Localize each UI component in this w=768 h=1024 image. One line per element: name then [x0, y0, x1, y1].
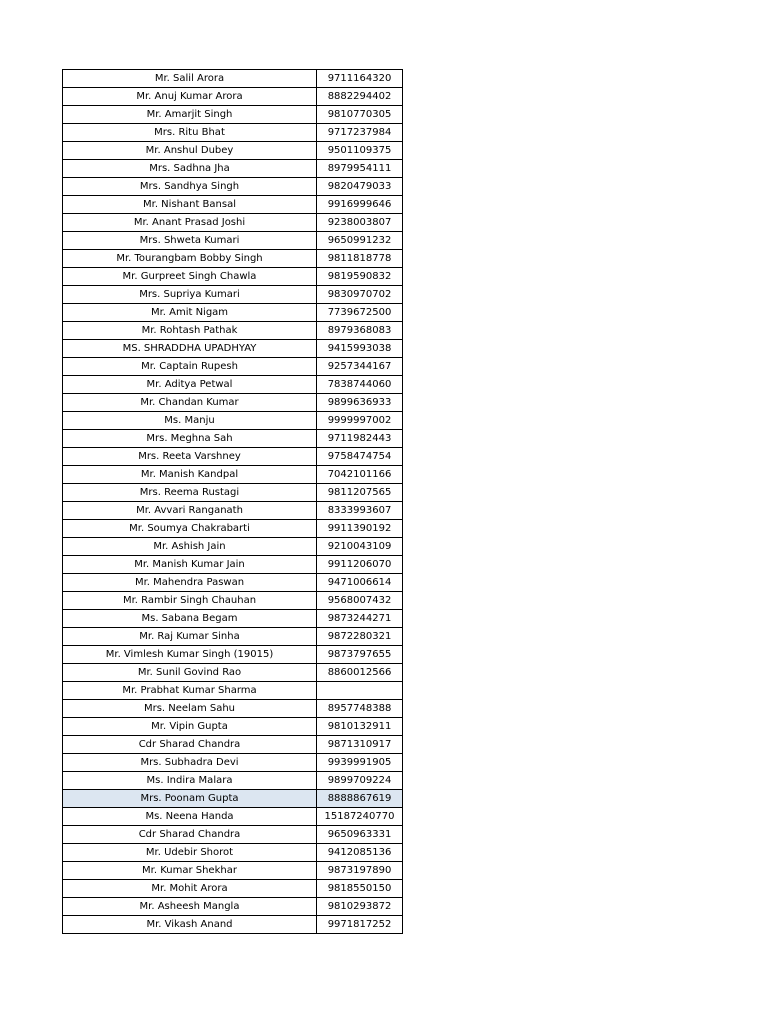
table-row[interactable] [63, 916, 403, 934]
phone-cell[interactable]: 9650963331 [317, 826, 403, 844]
table-row[interactable] [63, 430, 403, 448]
name-cell[interactable]: Ms. Neena Handa [63, 808, 317, 826]
table-row[interactable] [63, 844, 403, 862]
phone-cell[interactable]: 9650991232 [317, 232, 403, 250]
phone-cell[interactable]: 9999997002 [317, 412, 403, 430]
contact-table [62, 69, 403, 934]
table-row[interactable] [63, 628, 403, 646]
name-cell[interactable]: Mr. Manish Kandpal [63, 466, 317, 484]
table-row[interactable] [63, 286, 403, 304]
name-cell[interactable]: Ms. Indira Malara [63, 772, 317, 790]
name-cell[interactable]: Ms. Manju [63, 412, 317, 430]
name-cell[interactable]: Mr. Nishant Bansal [63, 196, 317, 214]
name-cell[interactable]: Mr. Anant Prasad Joshi [63, 214, 317, 232]
phone-cell[interactable]: 9830970702 [317, 286, 403, 304]
phone-cell[interactable]: 9501109375 [317, 142, 403, 160]
phone-cell[interactable] [317, 682, 403, 700]
phone-cell[interactable]: 9873244271 [317, 610, 403, 628]
name-cell[interactable]: Mrs. Sadhna Jha [63, 160, 317, 178]
table-row[interactable] [63, 610, 403, 628]
name-cell[interactable]: Cdr Sharad Chandra [63, 826, 317, 844]
name-cell[interactable]: Mrs. Ritu Bhat [63, 124, 317, 142]
name-cell[interactable]: Mr. Rohtash Pathak [63, 322, 317, 340]
phone-cell[interactable]: 9916999646 [317, 196, 403, 214]
table-row[interactable] [63, 772, 403, 790]
name-cell[interactable]: Mr. Vikash Anand [63, 916, 317, 934]
name-cell[interactable]: Mr. Manish Kumar Jain [63, 556, 317, 574]
table-row[interactable] [63, 214, 403, 232]
name-cell[interactable]: Mr. Asheesh Mangla [63, 898, 317, 916]
table-row[interactable] [63, 448, 403, 466]
name-cell[interactable]: Mr. Sunil Govind Rao [63, 664, 317, 682]
table-row[interactable] [63, 556, 403, 574]
phone-cell[interactable]: 9818550150 [317, 880, 403, 898]
phone-cell[interactable]: 9911390192 [317, 520, 403, 538]
name-cell[interactable]: Mrs. Shweta Kumari [63, 232, 317, 250]
name-cell[interactable]: Mr. Amit Nigam [63, 304, 317, 322]
table-row[interactable] [63, 592, 403, 610]
phone-cell[interactable]: 9811818778 [317, 250, 403, 268]
phone-cell[interactable]: 9871310917 [317, 736, 403, 754]
table-row[interactable] [63, 304, 403, 322]
phone-cell[interactable]: 9820479033 [317, 178, 403, 196]
name-cell[interactable]: Ms. Sabana Begam [63, 610, 317, 628]
phone-cell[interactable]: 9899636933 [317, 394, 403, 412]
name-cell[interactable]: Mrs. Poonam Gupta [63, 790, 317, 808]
name-cell[interactable]: MS. SHRADDHA UPADHYAY [63, 340, 317, 358]
table-row[interactable] [63, 412, 403, 430]
phone-cell[interactable]: 9412085136 [317, 844, 403, 862]
table-row[interactable] [63, 322, 403, 340]
table-row[interactable] [63, 268, 403, 286]
phone-cell[interactable]: 9873797655 [317, 646, 403, 664]
phone-cell[interactable]: 9568007432 [317, 592, 403, 610]
table-row[interactable] [63, 466, 403, 484]
name-cell[interactable]: Mr. Prabhat Kumar Sharma [63, 682, 317, 700]
name-cell[interactable]: Mr. Anuj Kumar Arora [63, 88, 317, 106]
phone-cell[interactable]: 9810132911 [317, 718, 403, 736]
name-cell[interactable]: Mr. Rambir Singh Chauhan [63, 592, 317, 610]
table-row[interactable] [63, 376, 403, 394]
phone-cell[interactable]: 8979954111 [317, 160, 403, 178]
phone-cell[interactable]: 9257344167 [317, 358, 403, 376]
contact-rows [63, 70, 403, 934]
phone-cell[interactable]: 8333993607 [317, 502, 403, 520]
phone-cell[interactable]: 9810293872 [317, 898, 403, 916]
name-cell[interactable]: Mrs. Meghna Sah [63, 430, 317, 448]
name-cell[interactable]: Mr. Gurpreet Singh Chawla [63, 268, 317, 286]
phone-cell[interactable]: 9415993038 [317, 340, 403, 358]
name-cell[interactable]: Mr. Mohit Arora [63, 880, 317, 898]
table-row[interactable] [63, 178, 403, 196]
phone-cell[interactable]: 9872280321 [317, 628, 403, 646]
table-row[interactable] [63, 88, 403, 106]
table-row[interactable] [63, 250, 403, 268]
name-cell[interactable]: Mr. Raj Kumar Sinha [63, 628, 317, 646]
phone-cell[interactable]: 7739672500 [317, 304, 403, 322]
phone-cell[interactable]: 9939991905 [317, 754, 403, 772]
name-cell[interactable]: Mr. Vimlesh Kumar Singh (19015) [63, 646, 317, 664]
name-cell[interactable]: Mr. Avvari Ranganath [63, 502, 317, 520]
table-row[interactable] [63, 142, 403, 160]
name-cell[interactable]: Mr. Mahendra Paswan [63, 574, 317, 592]
name-cell[interactable]: Mrs. Supriya Kumari [63, 286, 317, 304]
phone-cell[interactable]: 9819590832 [317, 268, 403, 286]
phone-cell[interactable]: 8979368083 [317, 322, 403, 340]
table-row[interactable] [63, 808, 403, 826]
name-cell[interactable]: Mrs. Neelam Sahu [63, 700, 317, 718]
table-row[interactable] [63, 700, 403, 718]
table-row[interactable] [63, 358, 403, 376]
name-cell[interactable]: Cdr Sharad Chandra [63, 736, 317, 754]
phone-cell[interactable]: 8957748388 [317, 700, 403, 718]
name-cell[interactable]: Mr. Ashish Jain [63, 538, 317, 556]
table-row[interactable] [63, 646, 403, 664]
table-row[interactable] [63, 664, 403, 682]
table-row[interactable] [63, 682, 403, 700]
name-cell[interactable]: Mr. Amarjit Singh [63, 106, 317, 124]
table-row[interactable] [63, 538, 403, 556]
table-row[interactable] [63, 232, 403, 250]
name-cell[interactable]: Mrs. Sandhya Singh [63, 178, 317, 196]
table-row[interactable] [63, 70, 403, 88]
phone-cell[interactable]: 9911206070 [317, 556, 403, 574]
phone-cell[interactable]: 7042101166 [317, 466, 403, 484]
table-row[interactable] [63, 196, 403, 214]
table-row[interactable] [63, 826, 403, 844]
name-cell[interactable]: Mrs. Subhadra Devi [63, 754, 317, 772]
table-row[interactable] [63, 880, 403, 898]
name-cell[interactable]: Mr. Soumya Chakrabarti [63, 520, 317, 538]
phone-cell[interactable]: 8882294402 [317, 88, 403, 106]
phone-cell[interactable]: 9873197890 [317, 862, 403, 880]
table-row[interactable] [63, 736, 403, 754]
table-row[interactable] [63, 754, 403, 772]
name-cell[interactable]: Mr. Udebir Shorot [63, 844, 317, 862]
name-cell[interactable]: Mrs. Reeta Varshney [63, 448, 317, 466]
phone-cell[interactable]: 9711164320 [317, 70, 403, 88]
phone-cell[interactable]: 15187240770 [317, 808, 403, 826]
phone-cell[interactable]: 9758474754 [317, 448, 403, 466]
phone-cell[interactable]: 9717237984 [317, 124, 403, 142]
name-cell[interactable]: Mr. Vipin Gupta [63, 718, 317, 736]
phone-cell[interactable]: 9810770305 [317, 106, 403, 124]
table-row[interactable] [63, 898, 403, 916]
phone-cell[interactable]: 8888867619 [317, 790, 403, 808]
table-row[interactable] [63, 574, 403, 592]
name-cell[interactable]: Mr. Salil Arora [63, 70, 317, 88]
table-row[interactable] [63, 502, 403, 520]
phone-cell[interactable]: 9711982443 [317, 430, 403, 448]
table-row[interactable] [63, 394, 403, 412]
phone-cell[interactable]: 9899709224 [317, 772, 403, 790]
table-row[interactable] [63, 520, 403, 538]
phone-cell[interactable]: 9971817252 [317, 916, 403, 934]
table-row[interactable] [63, 160, 403, 178]
phone-cell[interactable]: 9210043109 [317, 538, 403, 556]
phone-cell[interactable]: 9471006614 [317, 574, 403, 592]
phone-cell[interactable]: 9811207565 [317, 484, 403, 502]
table-row[interactable] [63, 484, 403, 502]
table-row[interactable] [63, 124, 403, 142]
name-cell[interactable]: Mrs. Reema Rustagi [63, 484, 317, 502]
name-cell[interactable]: Mr. Aditya Petwal [63, 376, 317, 394]
name-cell[interactable]: Mr. Anshul Dubey [63, 142, 317, 160]
phone-cell[interactable]: 8860012566 [317, 664, 403, 682]
phone-cell[interactable]: 9238003807 [317, 214, 403, 232]
name-cell[interactable]: Mr. Kumar Shekhar [63, 862, 317, 880]
table-row[interactable] [63, 862, 403, 880]
phone-cell[interactable]: 7838744060 [317, 376, 403, 394]
table-row[interactable] [63, 790, 403, 808]
table-row[interactable] [63, 718, 403, 736]
name-cell[interactable]: Mr. Tourangbam Bobby Singh [63, 250, 317, 268]
name-cell[interactable]: Mr. Captain Rupesh [63, 358, 317, 376]
table-row[interactable] [63, 340, 403, 358]
name-cell[interactable]: Mr. Chandan Kumar [63, 394, 317, 412]
table-row[interactable] [63, 106, 403, 124]
